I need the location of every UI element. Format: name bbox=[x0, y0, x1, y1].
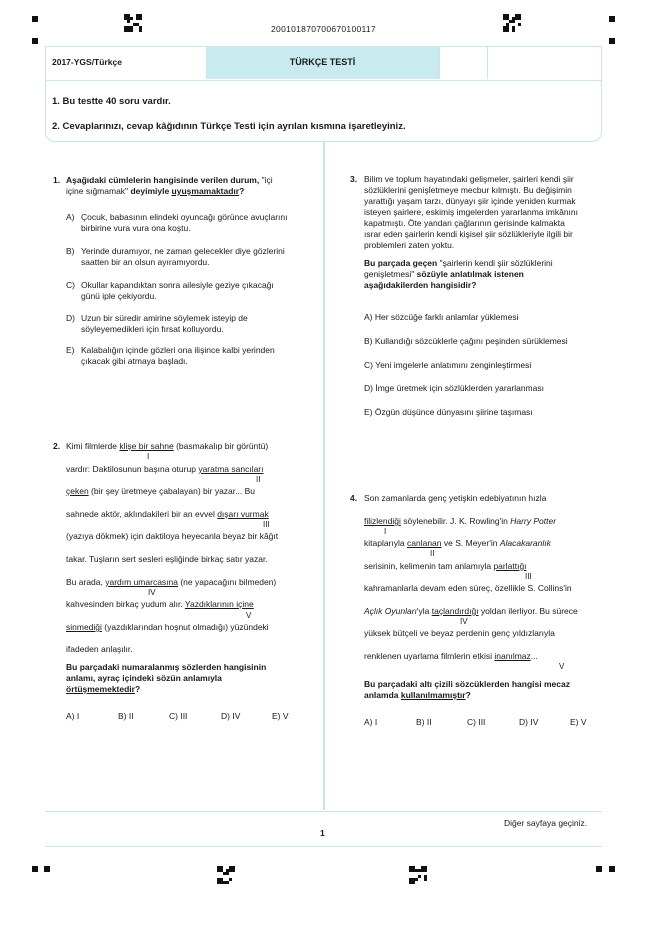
option-d[interactable]: D) bbox=[66, 313, 75, 323]
option-b[interactable]: B) Kullandığı sözcüklerle çağını peşinden sürüklemesi bbox=[364, 336, 568, 346]
roman-numeral: IV bbox=[460, 617, 468, 626]
question-3-passage: Bilim ve toplum hayatındaki gelişmeler, şairleri kendi şiir sözlüklerini genişletmeye mecbur kılmıştı. Bu değişimin yarattığı yaşam tarzı, dünyayı şiir içinde yeniden kurmak isteyen şairlere, eskimiş imgelerden yararlanma imkânını kapatmıştı. Öte yandan çağlarının gerisinde kalmakta ısrar eden şairlerin kendi kişisel şiir sözlükleriyle ilgili bir problemleri zaten yoktu. bbox=[364, 174, 578, 250]
option-a[interactable]: A) Her sözcüğe farklı anlamlar yüklemesi bbox=[364, 312, 519, 322]
registration-mark bbox=[32, 38, 38, 44]
passage-line: kahvesinden birkaç yudum alır. Yazdıklarının içine bbox=[66, 599, 254, 609]
roman-numeral: IV bbox=[148, 588, 156, 597]
instruction-1: 1. Bu testte 40 soru vardır. bbox=[52, 96, 171, 107]
option-c[interactable]: C) bbox=[66, 280, 75, 290]
option-text: Uzun bir süredir amirine söylemek isteyip de söyleyemedikleri için fırsat kolluyordu. bbox=[81, 313, 248, 334]
choice-b[interactable]: B) II bbox=[118, 711, 134, 721]
registration-mark bbox=[32, 16, 38, 22]
page-number: 1 bbox=[320, 828, 325, 838]
choice-c[interactable]: C) III bbox=[169, 711, 188, 721]
passage-line: Son zamanlarda genç yetişkin edebiyatının hızla bbox=[364, 493, 547, 503]
passage-line: filizlendiği söylenebilir. J. K. Rowling'in Harry Potter bbox=[364, 516, 557, 526]
option-text: Okullar kapandıktan sonra ailesiyle geziye çıkacağı günü iple çekiyordu. bbox=[81, 280, 274, 301]
booklet-barcode-number: 200101870700670100117 bbox=[271, 24, 376, 34]
option-text: Çocuk, babasının elindeki oyuncağı görünce avuçlarını birbirine vura vura ona koştu. bbox=[81, 212, 288, 233]
roman-numeral: II bbox=[256, 475, 261, 484]
roman-numeral: II bbox=[430, 549, 435, 558]
roman-numeral: I bbox=[384, 527, 387, 536]
test-title: TÜRKÇE TESTİ bbox=[289, 57, 356, 67]
passage-line: yüksek bütçeli ve beyaz perdenin genç yıldızlarıyla bbox=[364, 628, 555, 638]
registration-mark bbox=[32, 866, 38, 872]
passage-line: (yazıya dökmek) için daktiloya heyecanla beyaz bir kâğıt bbox=[66, 531, 279, 541]
footer-rule bbox=[45, 846, 602, 847]
choice-b[interactable]: B) II bbox=[416, 717, 432, 727]
column-divider bbox=[323, 142, 325, 810]
passage-line: kahramanlarla devam eden süreç, özellikle S. Collins'in bbox=[364, 583, 572, 593]
passage-line: Bu arada, yardım umarcasına (ne yapacağını bilmeden) bbox=[66, 577, 277, 587]
option-e[interactable]: E) Özgün düşünce dünyasını şiirine taşıması bbox=[364, 407, 533, 417]
question-number: 4. bbox=[350, 493, 358, 503]
roman-numeral: V bbox=[559, 662, 565, 671]
option-b[interactable]: B) bbox=[66, 246, 75, 256]
choice-d[interactable]: D) IV bbox=[221, 711, 241, 721]
option-a[interactable]: A) bbox=[66, 212, 75, 222]
instruction-2: 2. Cevaplarınızı, cevap kâğıdının Türkçe Testi için ayrılan kısmına işaretleyiniz. bbox=[52, 121, 406, 132]
roman-numeral: III bbox=[263, 520, 270, 529]
passage-line: sahnede aktör, aklındakileri bir an evvel dışarı vurmak bbox=[66, 509, 269, 519]
passage-line: ifadeden anlaşılır. bbox=[66, 644, 133, 654]
passage-line: Açlık Oyunları'yla taçlandırdığı yoldan ilerliyor. Bu sürece bbox=[364, 606, 578, 616]
passage-line: serisinin, kelimenin tam anlamıyla parlattığı bbox=[364, 561, 527, 571]
question-1-stem: Aşağıdaki cümlelerin hangisinde verilen durum, "içi içine sığmamak" deyimiyle uyuşmamaktadır? bbox=[66, 175, 273, 196]
roman-numeral: I bbox=[147, 452, 150, 461]
passage-line: Kimi filmlerde klişe bir sahne (basmakalıp bir görüntü) bbox=[66, 441, 269, 451]
question-number: 3. bbox=[350, 174, 358, 184]
option-text: Kalabalığın içinde gözleri ona ilişince kalbi yerinden çıkacak gibi atmaya başladı. bbox=[81, 345, 275, 366]
qr-code-icon bbox=[217, 866, 235, 884]
option-text: Yerinde duramıyor, ne zaman gelecekler diye gözlerini saatten bir an olsun ayıramıyordu. bbox=[81, 246, 285, 267]
option-e[interactable]: E) bbox=[66, 345, 75, 355]
next-page-note: Diğer sayfaya geçiniz. bbox=[504, 818, 588, 828]
passage-line: takar. Tuşların sert sesleri eşliğinde birkaç satır yazar. bbox=[66, 554, 268, 564]
question-number: 2. bbox=[53, 441, 61, 451]
question-2-stem: Bu parçadaki numaralanmış sözlerden hangisinin anlamı, ayraç içindeki sözün anlamıyla örtüşmemektedir? bbox=[66, 662, 267, 694]
choice-e[interactable]: E) V bbox=[570, 717, 587, 727]
choice-c[interactable]: C) III bbox=[467, 717, 486, 727]
registration-mark bbox=[609, 16, 615, 22]
passage-line: sinmediği (yazdıklarından hoşnut olmadığı) yüzündeki bbox=[66, 622, 269, 632]
question-4-stem: Bu parçadaki altı çizili sözcüklerden hangisi mecaz anlamda kullanılmamıştır? bbox=[364, 679, 570, 700]
registration-mark bbox=[609, 866, 615, 872]
roman-numeral: V bbox=[246, 611, 252, 620]
qr-code-icon bbox=[409, 866, 427, 884]
registration-mark bbox=[609, 38, 615, 44]
passage-line: renklenen uyarlama filmlerin etkisi inanılmaz... bbox=[364, 651, 538, 661]
choice-a[interactable]: A) I bbox=[66, 711, 80, 721]
passage-line: çeken (bir şey üretmeye çabalayan) bir yazar... Bu bbox=[66, 486, 255, 496]
passage-line: vardır: Daktilosunun başına oturup yaratma sancıları bbox=[66, 464, 264, 474]
option-d[interactable]: D) İmge üretmek için sözlüklerden yararlanması bbox=[364, 383, 544, 393]
roman-numeral: III bbox=[525, 572, 532, 581]
passage-line: kitaplarıyla canlanan ve S. Meyer'in Alacakaranlık bbox=[364, 538, 551, 548]
question-3-stem: Bu parçada geçen "şairlerin kendi şiir sözlüklerini genişletmesi" sözüyle anlatılmak istenen aşağıdakilerden hangisidir? bbox=[364, 258, 553, 290]
choice-e[interactable]: E) V bbox=[272, 711, 289, 721]
exam-code: 2017-YGS/Türkçe bbox=[52, 57, 122, 67]
registration-mark bbox=[596, 866, 602, 872]
choice-d[interactable]: D) IV bbox=[519, 717, 539, 727]
option-c[interactable]: C) Yeni imgelerle anlatımını zenginleştirmesi bbox=[364, 360, 532, 370]
choice-a[interactable]: A) I bbox=[364, 717, 378, 727]
footer-rule bbox=[45, 811, 602, 812]
question-number: 1. bbox=[53, 175, 61, 185]
registration-mark bbox=[44, 866, 50, 872]
instructions-box bbox=[45, 80, 602, 142]
